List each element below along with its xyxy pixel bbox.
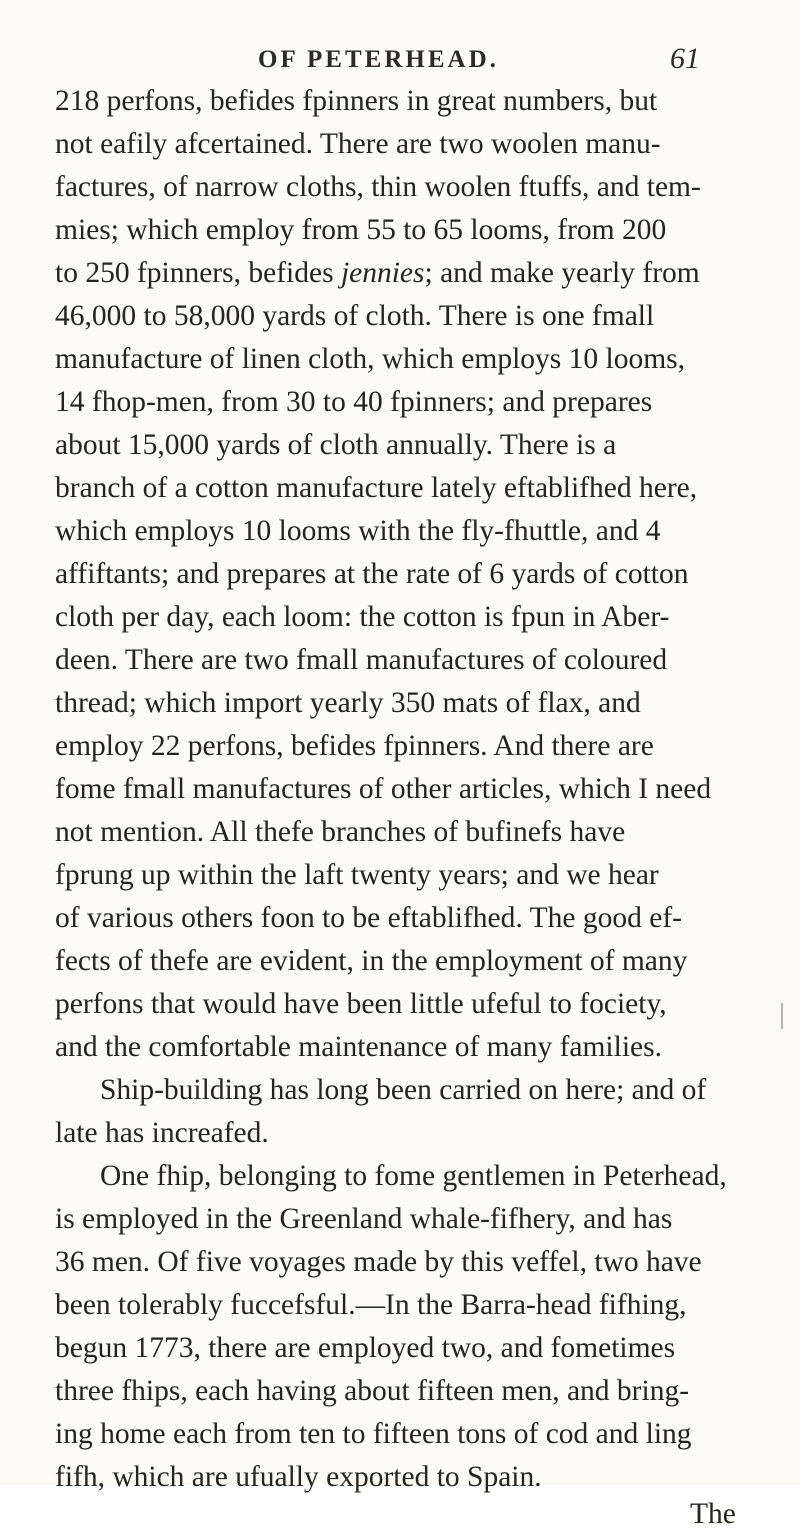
text-line: branch of a cotton manufacture lately eftablifhed here, [55, 472, 698, 504]
text-line: fects of thefe are evident, in the employment of many [55, 945, 688, 977]
text-line: fifh, which are ufually exported to Spain. [55, 1461, 542, 1493]
text-line: 36 men. Of five voyages made by this veffel, two have [55, 1246, 702, 1278]
text-line: 46,000 to 58,000 yards of cloth. There is one fmall [55, 300, 655, 332]
text-line: three fhips, each having about fifteen men, and bring- [55, 1375, 690, 1407]
text-line: cloth per day, each loom: the cotton is fpun in Aber- [55, 601, 670, 633]
text-line: and the comfortable maintenance of many families. [55, 1031, 662, 1063]
catchword: The [690, 1498, 736, 1530]
text-line: which employs 10 looms with the fly-fhuttle, and 4 [55, 515, 661, 547]
text-line: not mention. All thefe branches of bufinefs have [55, 816, 626, 848]
text-line-indented: One fhip, belonging to fome gentlemen in Peterhead, [100, 1160, 727, 1192]
text-line: fprung up within the laft twenty years; and we hear [55, 859, 659, 891]
text-line: late has increafed. [55, 1117, 269, 1149]
text-line: 218 perfons, befides fpinners in great numbers, but [55, 85, 658, 117]
running-head [0, 40, 800, 80]
text-line: perfons that would have been little ufeful to fociety, [55, 988, 667, 1020]
running-head-title: OF PETERHEAD. [258, 46, 499, 73]
text-line: mies; which employ from 55 to 65 looms, from 200 [55, 214, 667, 246]
text-line: of various others foon to be eftablifhed. The good ef- [55, 902, 682, 934]
margin-mark [781, 1003, 786, 1029]
text-segment: to 250 fpinners, befides [55, 257, 334, 289]
text-line: not eafily afcertained. There are two woolen manu- [55, 128, 661, 160]
page-number: 61 [670, 42, 700, 75]
text-segment: ; and make yearly from [424, 257, 700, 289]
text-line: employ 22 perfons, befides fpinners. And there are [55, 730, 654, 762]
text-line: 14 fhop-men, from 30 to 40 fpinners; and prepares [55, 386, 653, 418]
text-line: manufacture of linen cloth, which employs 10 looms, [55, 343, 686, 375]
text-line: affiftants; and prepares at the rate of 6 yards of cotton [55, 558, 689, 590]
text-line: about 15,000 yards of cloth annually. There is a [55, 429, 617, 461]
italic-term: jennies [340, 257, 425, 289]
text-line: thread; which import yearly 350 mats of flax, and [55, 687, 641, 719]
text-line: factures, of narrow cloths, thin woolen ftuffs, and tem- [55, 171, 701, 203]
text-line: ing home each from ten to fifteen tons of cod and ling [55, 1418, 692, 1450]
text-line: is employed in the Greenland whale-fifhery, and has [55, 1203, 673, 1235]
text-line: deen. There are two fmall manufactures of coloured [55, 644, 668, 676]
text-line: been tolerably fuccefsful.—In the Barra-head fifhing, [55, 1289, 687, 1321]
text-line: fome fmall manufactures of other articles, which I need [55, 773, 712, 805]
text-line-with-italic [55, 252, 700, 294]
text-line: begun 1773, there are employed two, and fometimes [55, 1332, 676, 1364]
text-line-indented: Ship-building has long been carried on here; and of [100, 1074, 707, 1106]
